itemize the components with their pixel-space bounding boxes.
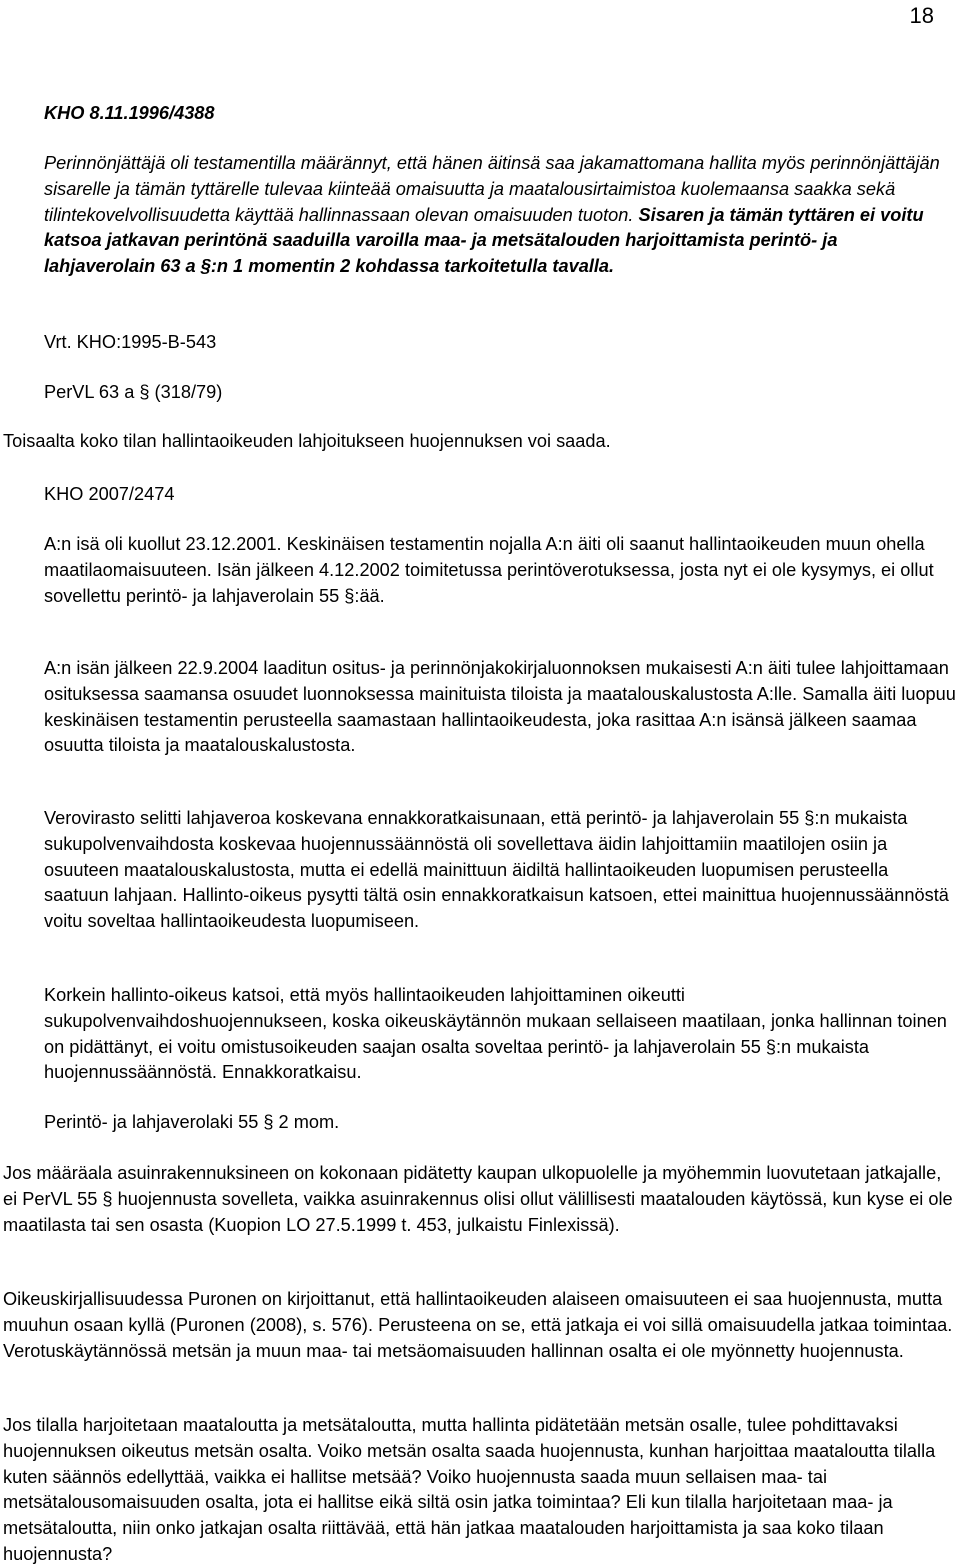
law-reference-pervl-63a: PerVL 63 a § (318/79) <box>44 382 223 402</box>
law-reference-perintolaki-55: Perintö- ja lahjaverolaki 55 § 2 mom. <box>44 1112 340 1132</box>
paragraph-toisaalta: Toisaalta koko tilan hallintaoikeuden lahjoitukseen huojennuksen voi saada. <box>3 431 611 451</box>
case-summary-italic: Perinnönjättäjä oli testamentilla määrännyt, että hänen äitinsä saa jakamattomana hallita myös perinnönjättäjän sisarelle ja tämän tyttärelle tulevaa kiinteää omaisuutta ja maatalousirtaimistoa kuolemaansa saakka sekä tilintekovelvollisuudetta käyttää hallinnassaan olevan omaisuuden tuoton. <box>44 153 940 225</box>
case-title-kho-1996: KHO 8.11.1996/4388 <box>44 103 215 123</box>
case-paragraph-4: Korkein hallinto-oikeus katsoi, että myös hallintaoikeuden lahjoittaminen oikeutti sukupolvenvaihdoshuojennukseen, koska oikeuskäytännön mukaan sellaiseen maatilaan, jonka hallinnan toinen on pidättänyt, ei voitu omistusoikeuden saajan osalta soveltaa perintö- ja lahjaverolain 55 §:n mukaista huojennussäännöstä. Ennakkoratkaisu. <box>44 985 947 1083</box>
paragraph-jos-tilalla: Jos tilalla harjoitetaan maataloutta ja metsätaloutta, mutta hallinta pidätetään metsän osalle, tulee pohdittavaksi huojennuksen oikeutus metsän osalta. Voiko metsän osalta saada huojennusta, kunhan harjoittaa maataloutta tilalla kuten säännös edellyttää, vaikka ei hallitse metsää? Voiko huojennusta saada muun sellaisen maa- tai metsätalousomaisuuden osalta, jota ei hallitse eikä siltä osin jatka toimintaa? Eli kun tilalla harjoitetaan maa- ja metsätaloutta, niin onko jatkajan osalta riittävää, että hän jatkaa maatalouden harjoittamista ja saa koko tilaan huojennusta? <box>3 1415 936 1564</box>
cross-reference: Vrt. KHO:1995-B-543 <box>44 332 217 352</box>
case-summary-bold-italic: Sisaren ja tämän tyttären ei voitu katsoa jatkavan perintönä saaduilla varoilla maa- ja metsätalouden harjoittamista perintö- ja lahjaverolain 63 a §:n 1 momentin 2 kohdassa tarkoitetulla tavalla. <box>44 204 924 277</box>
case-title-kho-2007: KHO 2007/2474 <box>44 484 175 504</box>
page-number: 18 <box>909 3 934 28</box>
case-paragraph-3: Verovirasto selitti lahjaveroa koskevana ennakkoratkaisunaan, että perintö- ja lahjaverolain 55 §:n mukaista sukupolvenvaihdosta koskevaa huojennussäännöstä oli sovellettava äidin lahjoittamiin maatilojen osiin ja osuuteen maatalouskalustosta, mutta ei edellä mainittuun äidiltä hallintaoikeuden luopumisen perusteella saatuun lahjaan. Hallinto-oikeus pysytti tältä osin ennakkoratkaisun katsoen, ettei mainittua huojennussäännöstä voitu soveltaa hallintaoikeudesta luopumiseen. <box>44 808 949 932</box>
paragraph-oikeuskirjallisuudessa: Oikeuskirjallisuudessa Puronen on kirjoittanut, että hallintaoikeuden alaiseen omaisuuteen ei saa huojennusta, mutta muuhun osaan kyllä (Puronen (2008), s. 576). Perusteena on se, että jatkaja ei voi sillä omaisuudella jatkaa toimintaa. Verotuskäytännössä metsän ja muun maa- tai metsäomaisuuden hallinnan osalta ei ole myönnetty huojennusta. <box>3 1289 953 1361</box>
paragraph-jos-maaraala: Jos määräala asuinrakennuksineen on kokonaan pidätetty kaupan ulkopuolelle ja myöhemmin luovutetaan jatkajalle, ei PerVL 55 § huojennusta sovelleta, vaikka asuinrakennus olisi ollut välillisesti maatalouden käytössä, kun kyse ei ole maatilasta tai sen osasta (Kuopion LO 27.5.1999 t. 453, julkaistu Finlexissä). <box>3 1163 953 1235</box>
case-paragraph-2: A:n isän jälkeen 22.9.2004 laaditun ositus- ja perinnönjakokirjaluonnoksen mukaisesti A:n äiti tulee lahjoittamaan osituksessa saamansa osuudet luonnoksessa mainituista tiloista ja maatalouskalustosta A:lle. Samalla äiti luopuu keskinäisen testamentin perusteella saamastaan hallintaoikeudesta, joka rasittaa A:n isänsä jälkeen saamaa osuutta tiloista ja maatalouskalustosta. <box>44 658 956 756</box>
case-summary-kho-1996 <box>44 151 952 280</box>
case-paragraph-1: A:n isä oli kuollut 23.12.2001. Keskinäisen testamentin nojalla A:n äiti oli saanut hallintaoikeuden muun ohella maatilaomaisuuteen. Isän jälkeen 4.12.2002 toimitetussa perintöverotuksessa, josta nyt ei ole kysymys, ei ollut sovellettu perintö- ja lahjaverolain 55 §:ää. <box>44 534 934 606</box>
